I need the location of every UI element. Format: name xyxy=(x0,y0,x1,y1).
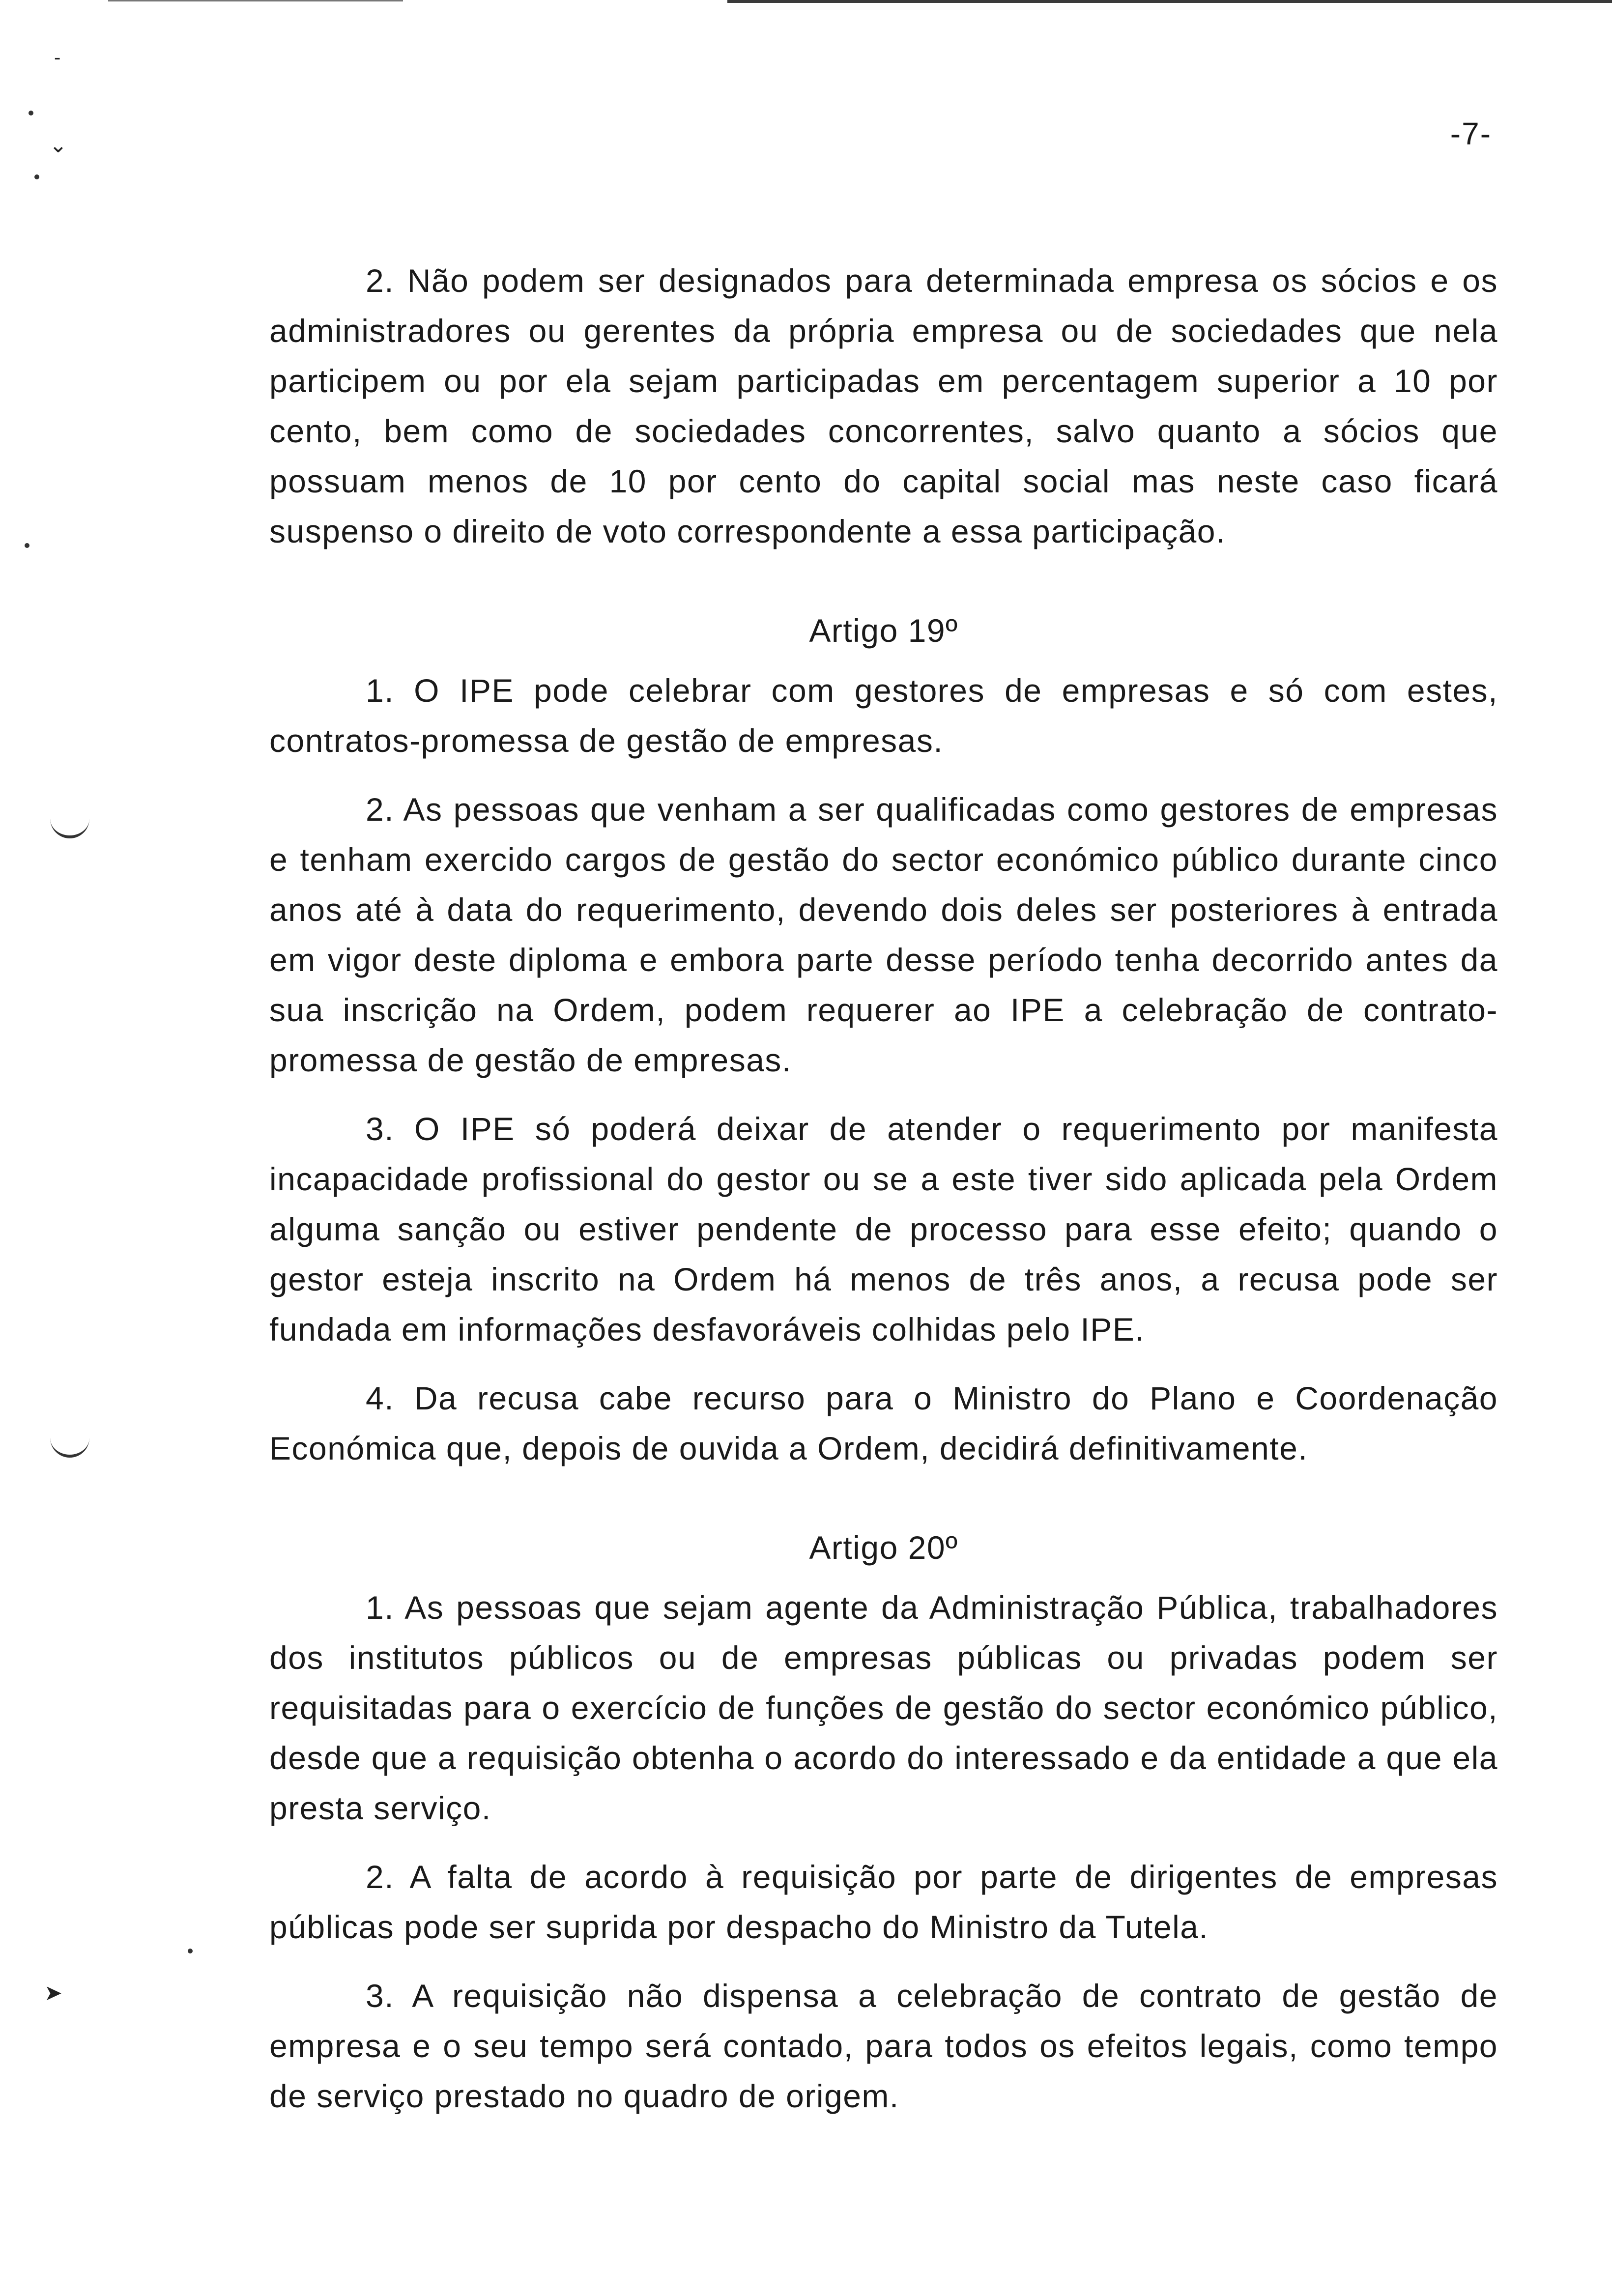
margin-dot xyxy=(25,543,29,548)
scan-top-edge xyxy=(727,0,1612,3)
paragraph: 3. A requisição não dispensa a celebração de contrato de gestão de empresa e o seu tempo será contado, para todos os efeitos legais, como tempo de serviço prestado no quadro de origem. xyxy=(269,1978,1498,2114)
punch-hole-mark xyxy=(50,1435,89,1458)
margin-dot xyxy=(188,1949,193,1953)
paragraph: 2. A falta de acordo à requisição por parte de dirigentes de empresas públicas pode ser suprida por despacho do Ministro da Tutela. xyxy=(269,1859,1498,1945)
margin-mark: ‐ xyxy=(54,47,61,68)
margin-mark: ➤ xyxy=(44,1981,62,2005)
paragraph: 4. Da recusa cabe recurso para o Ministro do Plano e Coordenação Económica que, depois de ouvida a Ordem, decidirá definitivamente. xyxy=(269,1380,1498,1466)
document-body xyxy=(269,256,1498,2140)
paragraph: 3. O IPE só poderá deixar de atender o requerimento por manifesta incapacidade profissional do gestor ou se a este tiver sido aplicada pela Ordem alguma sanção ou estiver pendente de processo para esse efeito; quando o gestor esteja inscrito na Ordem há menos de três anos, a recusa pode ser fundada em informações desfavoráveis colhidas pelo IPE. xyxy=(269,1111,1498,1348)
punch-hole-mark xyxy=(50,816,89,838)
article-heading: Artigo 19º xyxy=(809,612,958,649)
margin-mark: ⌄ xyxy=(49,133,67,157)
margin-dot xyxy=(29,111,33,115)
scan-top-edge-left xyxy=(108,0,403,1)
paragraph: 1. As pessoas que sejam agente da Administração Pública, trabalhadores dos institutos públicos ou de empresas públicas ou privadas podem ser requisitadas para o exercício de funções de gestão do sector económico público, desde que a requisição obtenha o acordo do interessado e da entidade a que ela presta serviço. xyxy=(269,1589,1498,1826)
paragraph: 2. Não podem ser designados para determinada empresa os sócios e os administradores ou gerentes da própria empresa ou de sociedades que nela participem ou por ela sejam participadas em percentagem superior a 10 por cento, bem como de sociedades concorrentes, salvo quanto a sócios que possuam menos de 10 por cento do capital social mas neste caso ficará suspenso o direito de voto correspondente a essa participação. xyxy=(269,262,1498,549)
paragraph: 1. O IPE pode celebrar com gestores de empresas e só com estes, contratos-promessa de gestão de empresas. xyxy=(269,672,1498,759)
paragraph: 2. As pessoas que venham a ser qualificadas como gestores de empresas e tenham exercido cargos de gestão do sector económico público durante cinco anos até à data do requerimento, devendo dois deles ser posteriores à entrada em vigor deste diploma e embora parte desse período tenha decorrido antes da sua inscrição na Ordem, podem requerer ao IPE a celebração de contrato-promessa de gestão de empresas. xyxy=(269,791,1498,1078)
margin-dot xyxy=(34,174,39,179)
article-heading: Artigo 20º xyxy=(809,1529,958,1566)
page-number: -7- xyxy=(1450,116,1492,151)
